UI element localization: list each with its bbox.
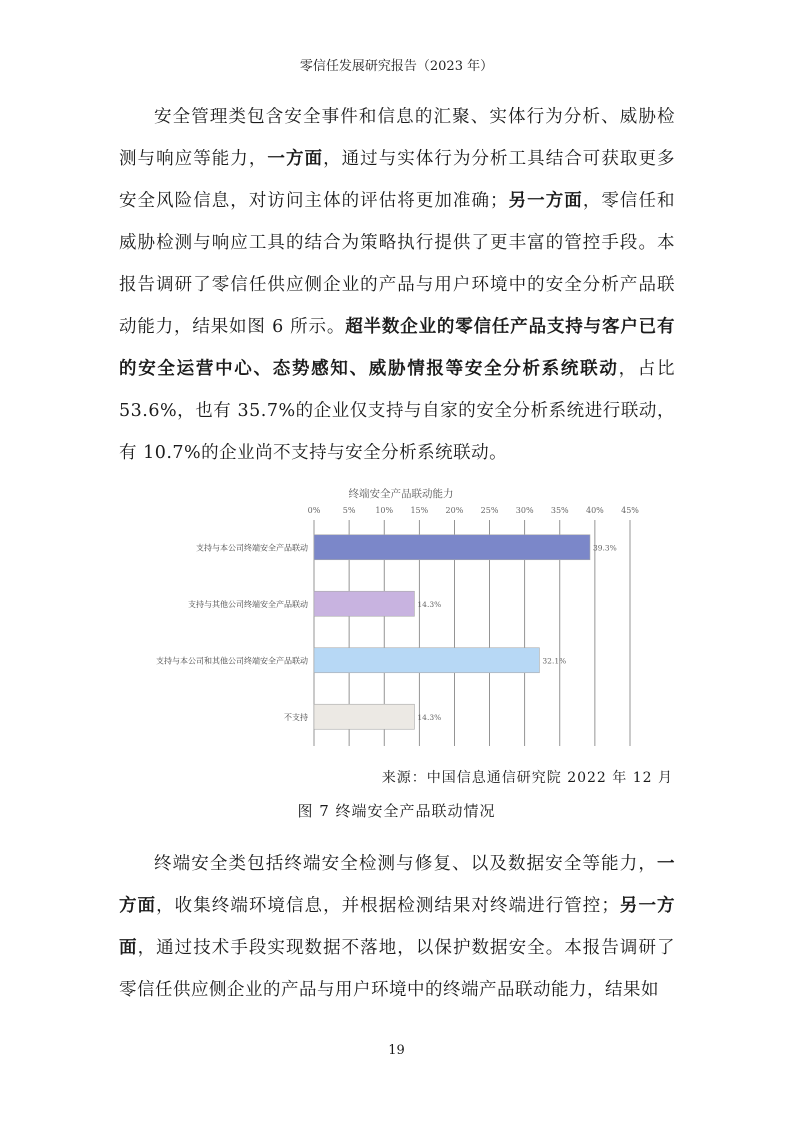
data-label: 32.1% bbox=[542, 656, 567, 666]
category-label: 支持与本公司和其他公司终端安全产品联动 bbox=[156, 656, 308, 666]
figure-caption: 图 7 终端安全产品联动情况 bbox=[297, 802, 496, 820]
x-tick-label: 35% bbox=[550, 506, 569, 515]
x-tick-label: 30% bbox=[515, 506, 534, 515]
paragraph-security-management bbox=[119, 96, 675, 474]
chart-title: 终端安全产品联动能力 bbox=[348, 488, 454, 500]
paragraph-endpoint-security bbox=[119, 843, 675, 1011]
x-tick-label: 20% bbox=[445, 506, 464, 515]
data-label: 39.3% bbox=[592, 543, 617, 553]
data-label: 14.3% bbox=[417, 712, 442, 722]
body-text: 终端安全类包括终端安全检测与修复、以及数据安全等能力， bbox=[154, 854, 657, 874]
category-label: 不支持 bbox=[284, 712, 308, 722]
bar-chart bbox=[140, 482, 660, 752]
bar bbox=[314, 591, 414, 616]
bar bbox=[314, 648, 539, 673]
x-tick-label: 0% bbox=[307, 506, 321, 515]
emphasis-text: 一方面 bbox=[267, 149, 324, 169]
body-text: ，占比 53.6%，也有 35.7%的企业仅支持与自家的安全分析系统进行联动，有 10.7%的企业尚不支持与安全分析系统联动。 bbox=[119, 359, 676, 463]
x-tick-label: 10% bbox=[375, 506, 394, 515]
emphasis-text: 超半数企业的零信任产品支持与客户已有的安全运营中心、态势感知、威胁情报等安全分析系统联动 bbox=[119, 317, 676, 379]
body-text: ，通过与实体行为分析工具结合可获取更多安全风险信息，对访问主体的评估将更加准确； bbox=[119, 149, 676, 211]
x-tick-label: 15% bbox=[410, 506, 429, 515]
figure-source: 来源：中国信息通信研究院 2022 年 12 月 bbox=[381, 770, 673, 786]
body-text: 安全管理类包含安全事件和信息的汇聚、实体行为分析、威胁检测与响应等能力， bbox=[119, 107, 675, 169]
emphasis-text: 另一方面 bbox=[508, 191, 583, 211]
emphasis-text: 一方面 bbox=[119, 854, 675, 916]
category-label: 支持与本公司终端安全产品联动 bbox=[196, 543, 308, 553]
emphasis-text: 另一方面 bbox=[119, 896, 676, 958]
chart-endpoint-linkage bbox=[140, 482, 660, 752]
body-text: ，收集终端环境信息，并根据检测结果对终端进行管控； bbox=[156, 896, 620, 916]
x-tick-label: 45% bbox=[621, 506, 639, 515]
body-text: ，零信任和威胁检测与响应工具的结合为策略执行提供了更丰富的管控手段。本报告调研了零信任供应侧企业的产品与用户环境中的安全分析产品联动能力，结果如图 6 所示。 bbox=[119, 191, 676, 337]
category-label: 支持与其他公司终端安全产品联动 bbox=[188, 599, 308, 609]
page-header: 零信任发展研究报告（2023 年） bbox=[299, 59, 494, 74]
bar bbox=[314, 704, 414, 729]
page-number: 19 bbox=[388, 1043, 405, 1058]
bar bbox=[314, 535, 590, 560]
data-label: 14.3% bbox=[417, 599, 442, 609]
body-text: ，通过技术手段实现数据不落地，以保护数据安全。本报告调研了零信任供应侧企业的产品与用户环境中的终端产品联动能力，结果如 bbox=[119, 938, 676, 1000]
x-tick-label: 5% bbox=[342, 506, 356, 515]
x-tick-label: 25% bbox=[480, 506, 499, 515]
x-tick-label: 40% bbox=[585, 506, 604, 515]
